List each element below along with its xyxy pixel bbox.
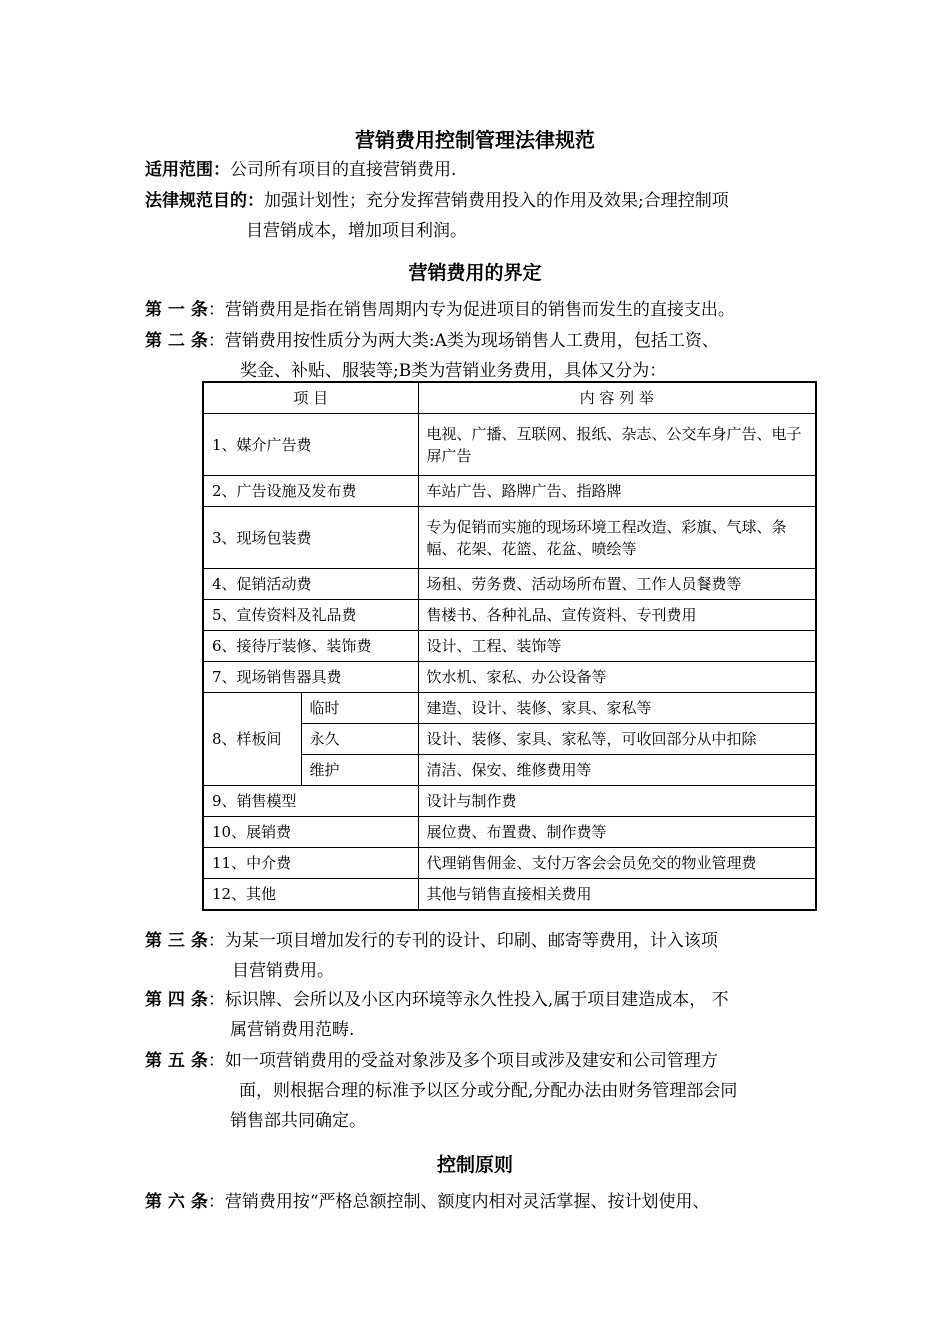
row-content: 设计与制作费 (418, 786, 816, 817)
article-5 (145, 1051, 718, 1071)
row-item: 3、现场包装费 (203, 507, 418, 569)
article-1 (145, 300, 735, 320)
row-content: 其他与销售直接相关费用 (418, 879, 816, 910)
article-2 (145, 331, 719, 351)
table-row (203, 848, 816, 879)
row-item: 2、广告设施及发布费 (203, 476, 418, 507)
section-heading-definition: 营销费用的界定 (408, 262, 542, 284)
table-row (203, 631, 816, 662)
sub-item: 永久 (301, 724, 418, 755)
row-item: 1、媒介广告费 (203, 414, 418, 476)
row-content: 设计、装修、家具、家私等，可收回部分从中扣除 (418, 724, 816, 755)
purpose-label: 法律规范目的： (145, 191, 264, 211)
article-4-text-2: 属营销费用范畴. (230, 1020, 355, 1040)
article-2-label: 第 二 条 (145, 331, 208, 351)
document-title: 营销费用控制管理法律规范 (355, 128, 595, 152)
purpose-line-2: 目营销成本，增加项目利润。 (246, 221, 467, 241)
row-content: 建造、设计、装修、家具、家私等 (418, 693, 816, 724)
table-header-item: 项 目 (203, 382, 418, 414)
article-2-text-2: 奖金、补贴、服装等;B类为营销业务费用，具体又分为： (240, 361, 667, 381)
scope-label: 适用范围： (145, 160, 230, 180)
row-item: 7、现场销售器具费 (203, 662, 418, 693)
table-row (203, 786, 816, 817)
article-6-label: 第 六 条 (145, 1192, 208, 1212)
row-item-sample-room: 8、样板间 (203, 693, 301, 786)
table-row (203, 662, 816, 693)
article-4 (145, 990, 729, 1010)
row-item: 5、宣传资料及礼品费 (203, 600, 418, 631)
scope-line (145, 160, 456, 180)
article-3-text-2: 目营销费用。 (232, 961, 334, 981)
table-row (203, 569, 816, 600)
article-6 (145, 1192, 710, 1212)
purpose-line-1 (145, 191, 729, 211)
table-row (203, 879, 816, 910)
row-content: 设计、工程、装饰等 (418, 631, 816, 662)
row-content: 车站广告、路牌广告、指路牌 (418, 476, 816, 507)
table-row (203, 507, 816, 569)
row-item: 6、接待厅装修、装饰费 (203, 631, 418, 662)
article-1-text: ：营销费用是指在销售周期内专为促进项目的销售而发生的直接支出。 (207, 300, 735, 320)
article-4-label: 第 四 条 (145, 990, 208, 1010)
row-item: 10、展销费 (203, 817, 418, 848)
table-row (203, 414, 816, 476)
row-item: 9、销售模型 (203, 786, 418, 817)
article-5-text-2: 面，则根据合理的标准予以区分或分配,分配办法由财务管理部会同 (239, 1081, 738, 1101)
section-heading-control: 控制原则 (436, 1154, 513, 1176)
article-3 (145, 931, 718, 951)
article-5-label: 第 五 条 (145, 1051, 208, 1071)
scope-text: 公司所有项目的直接营销费用. (230, 160, 457, 180)
article-5-text-1: ：如一项营销费用的受益对象涉及多个项目或涉及建安和公司管理方 (207, 1051, 718, 1071)
row-content: 电视、广播、互联网、报纸、杂志、公交车身广告、电子屏广告 (418, 414, 816, 476)
article-6-text: ：营销费用按“严格总额控制、额度内相对灵活掌握、按计划使用、 (207, 1192, 710, 1212)
article-3-text-1: ：为某一项目增加发行的专刊的设计、印刷、邮寄等费用，计入该项 (207, 931, 718, 951)
row-content: 清洁、保安、维修费用等 (418, 755, 816, 786)
row-content: 饮水机、家私、办公设备等 (418, 662, 816, 693)
purpose-text-1: 加强计划性；充分发挥营销费用投入的作用及效果;合理控制项 (264, 191, 729, 211)
article-5-text-3: 销售部共同确定。 (230, 1111, 366, 1131)
row-content: 代理销售佣金、支付万客会会员免交的物业管理费 (418, 848, 816, 879)
row-content: 售楼书、各种礼品、宣传资料、专刊费用 (418, 600, 816, 631)
table-row (203, 817, 816, 848)
table-row (203, 693, 816, 724)
fee-table (202, 381, 817, 911)
sub-item: 临时 (301, 693, 418, 724)
row-content: 专为促销而实施的现场环境工程改造、彩旗、气球、条幅、花架、花篮、花盆、喷绘等 (418, 507, 816, 569)
table-header-content: 内 容 列 举 (418, 382, 816, 414)
table-row (203, 600, 816, 631)
row-item: 4、促销活动费 (203, 569, 418, 600)
article-1-label: 第 一 条 (145, 300, 208, 320)
article-2-text-1: ：营销费用按性质分为两大类:A类为现场销售人工费用，包括工资、 (207, 331, 719, 351)
article-4-text-1: ：标识牌、会所以及小区内环境等永久性投入,属于项目建造成本， 不 (207, 990, 729, 1010)
table-row (203, 476, 816, 507)
row-item: 11、中介费 (203, 848, 418, 879)
row-content: 展位费、布置费、制作费等 (418, 817, 816, 848)
row-content: 场租、劳务费、活动场所布置、工作人员餐费等 (418, 569, 816, 600)
row-item: 12、其他 (203, 879, 418, 910)
sub-item: 维护 (301, 755, 418, 786)
article-3-label: 第 三 条 (145, 931, 208, 951)
